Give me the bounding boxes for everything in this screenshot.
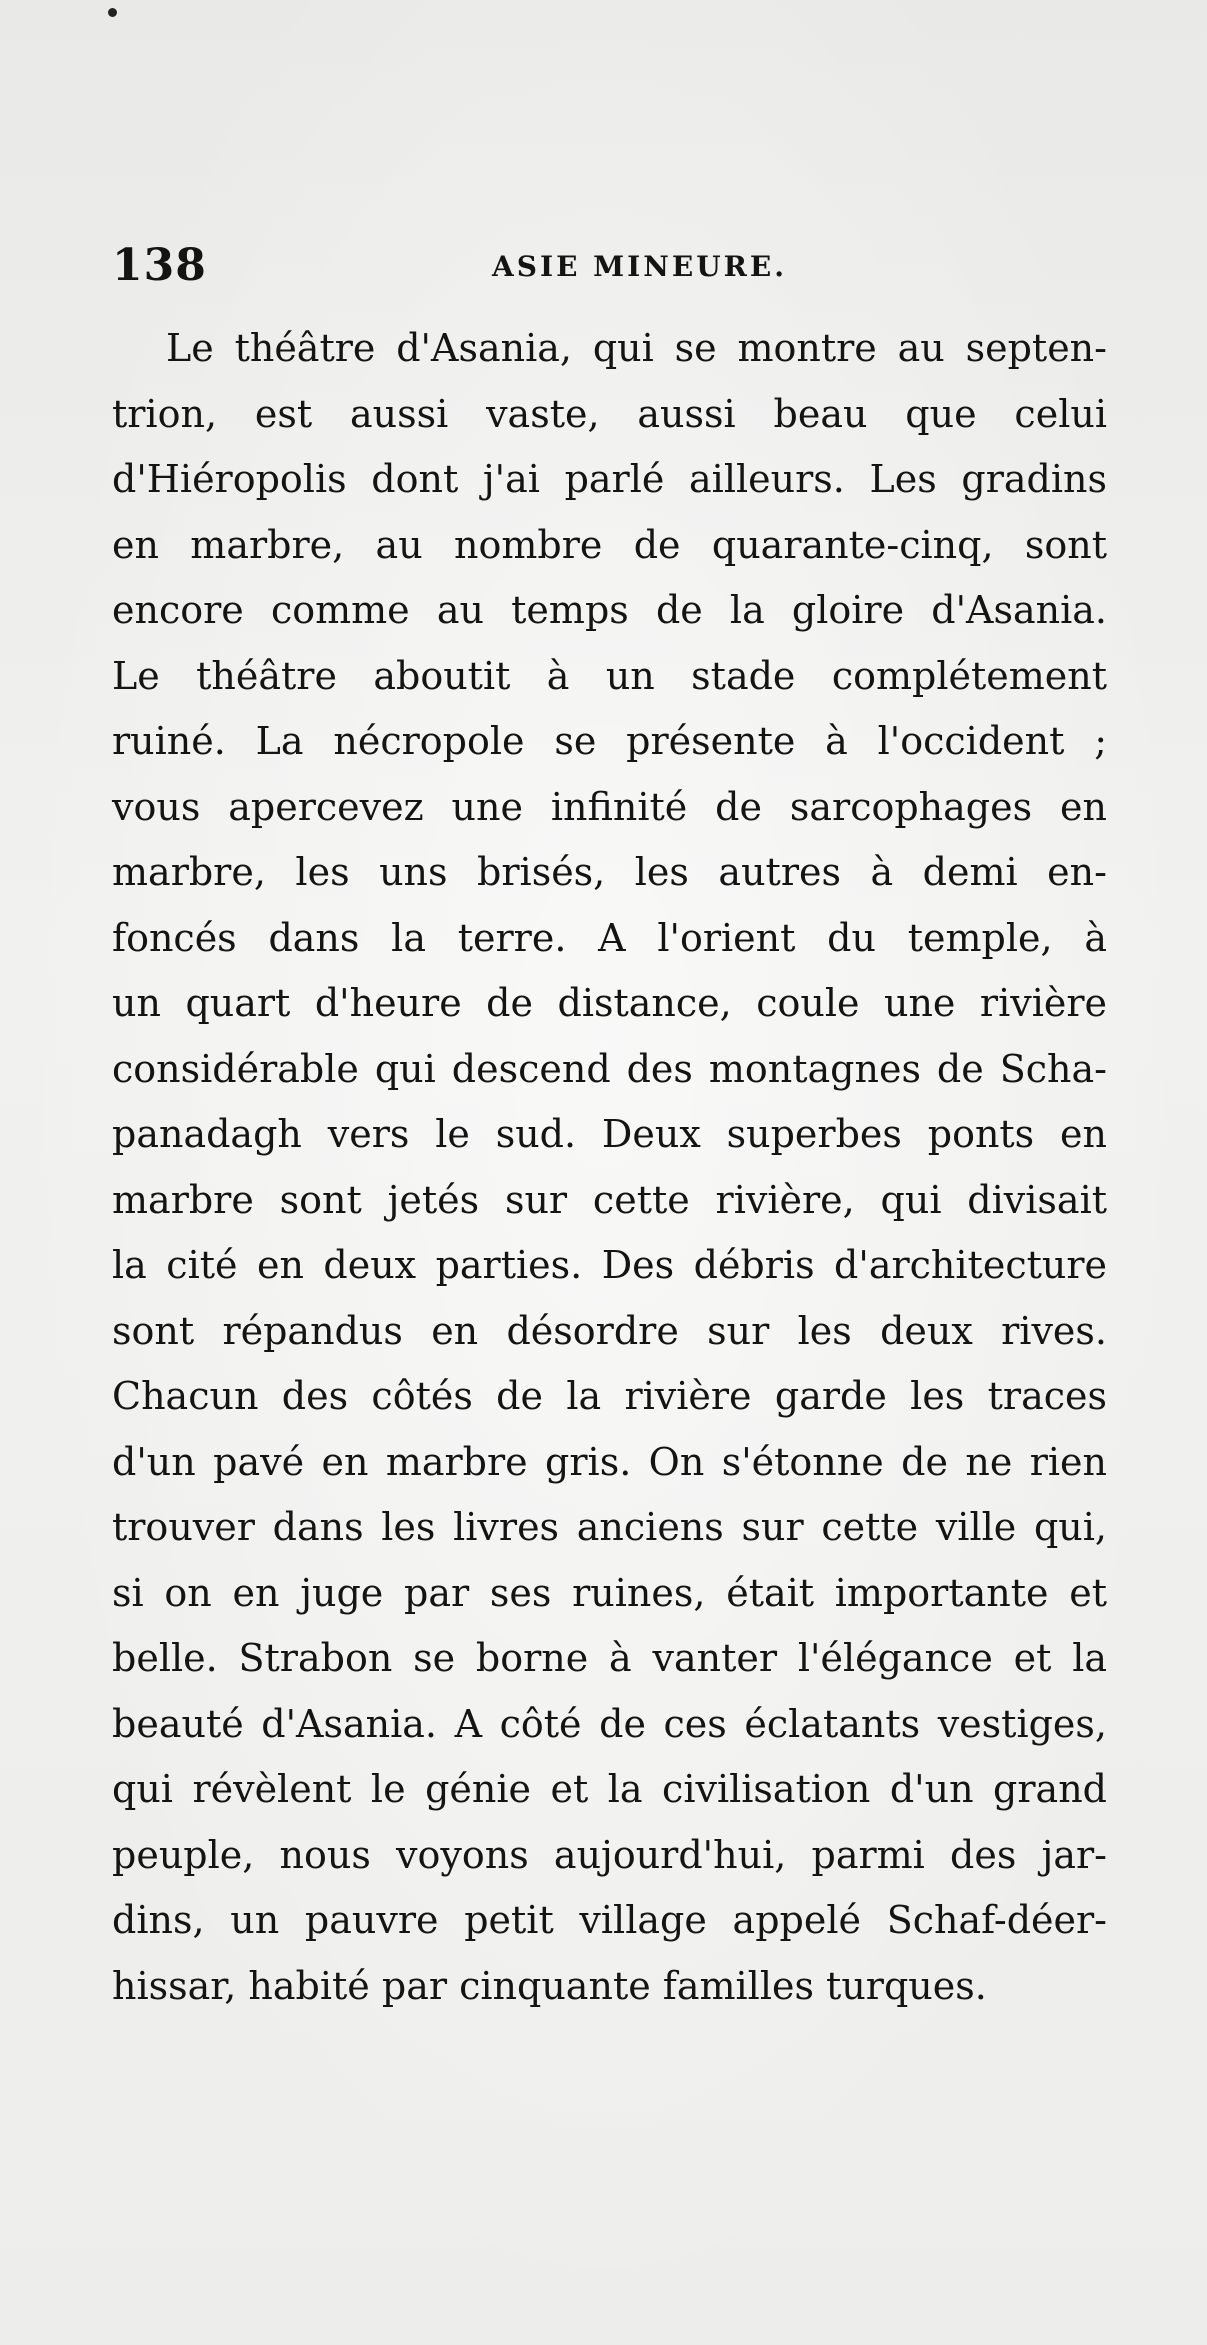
text-line: d'Hiéropolis dont j'ai parlé ailleurs. Les gradins — [112, 457, 1107, 501]
text-line: considérable qui descend des montagnes de Scha- — [112, 1046, 1107, 1091]
text-line: vous apercevez une infinité de sarcophages en — [112, 784, 1107, 829]
text-line: la cité en deux parties. Des débris d'architecture — [112, 1243, 1107, 1287]
text-line: trouver dans les livres anciens sur cette ville qui, — [112, 1505, 1107, 1549]
text-line: marbre, les uns brisés, les autres à demi en- — [112, 850, 1107, 894]
ink-speck — [108, 8, 117, 17]
text-line: qui révèlent le génie et la civilisation d'un grand — [112, 1767, 1107, 1811]
text-line: hissar, habité par cinquante familles turques. — [112, 1963, 987, 2008]
text-line: Le théâtre d'Asania, qui se montre au septen- — [166, 326, 1107, 370]
text-line: d'un pavé en marbre gris. On s'étonne de ne rien — [112, 1439, 1107, 1484]
text-line: un quart d'heure de distance, coule une rivière — [112, 981, 1107, 1025]
text-line: ruiné. La nécropole se présente à l'occident ; — [112, 719, 1107, 763]
text-line: beauté d'Asania. A côté de ces éclatants vestiges, — [112, 1701, 1107, 1746]
text-line: foncés dans la terre. A l'orient du temple, à — [112, 915, 1107, 960]
text-line: Chacun des côtés de la rivière garde les traces — [112, 1374, 1107, 1418]
text-line: sont répandus en désordre sur les deux rives. — [112, 1308, 1107, 1353]
running-head — [112, 236, 1107, 296]
text-line: dins, un pauvre petit village appelé Schaf-déer- — [112, 1898, 1107, 1942]
text-line: panadagh vers le sud. Deux superbes ponts en — [112, 1112, 1107, 1156]
running-title: ASIE MINEURE. — [492, 250, 787, 283]
page-number: 138 — [112, 240, 207, 291]
text-line: encore comme au temps de la gloire d'Asania. — [112, 588, 1107, 632]
text-line: peuple, nous voyons aujourd'hui, parmi des jar- — [112, 1832, 1107, 1877]
text-line: trion, est aussi vaste, aussi beau que celui — [112, 391, 1107, 436]
body-paragraph — [112, 316, 1107, 2019]
text-line: marbre sont jetés sur cette rivière, qui divisait — [112, 1177, 1107, 1222]
text-line: en marbre, au nombre de quarante-cinq, sont — [112, 522, 1107, 567]
text-line: belle. Strabon se borne à vanter l'élégance et la — [112, 1636, 1107, 1680]
text-line: si on en juge par ses ruines, était importante et — [112, 1570, 1107, 1615]
text-line: Le théâtre aboutit à un stade complétement — [112, 653, 1107, 698]
